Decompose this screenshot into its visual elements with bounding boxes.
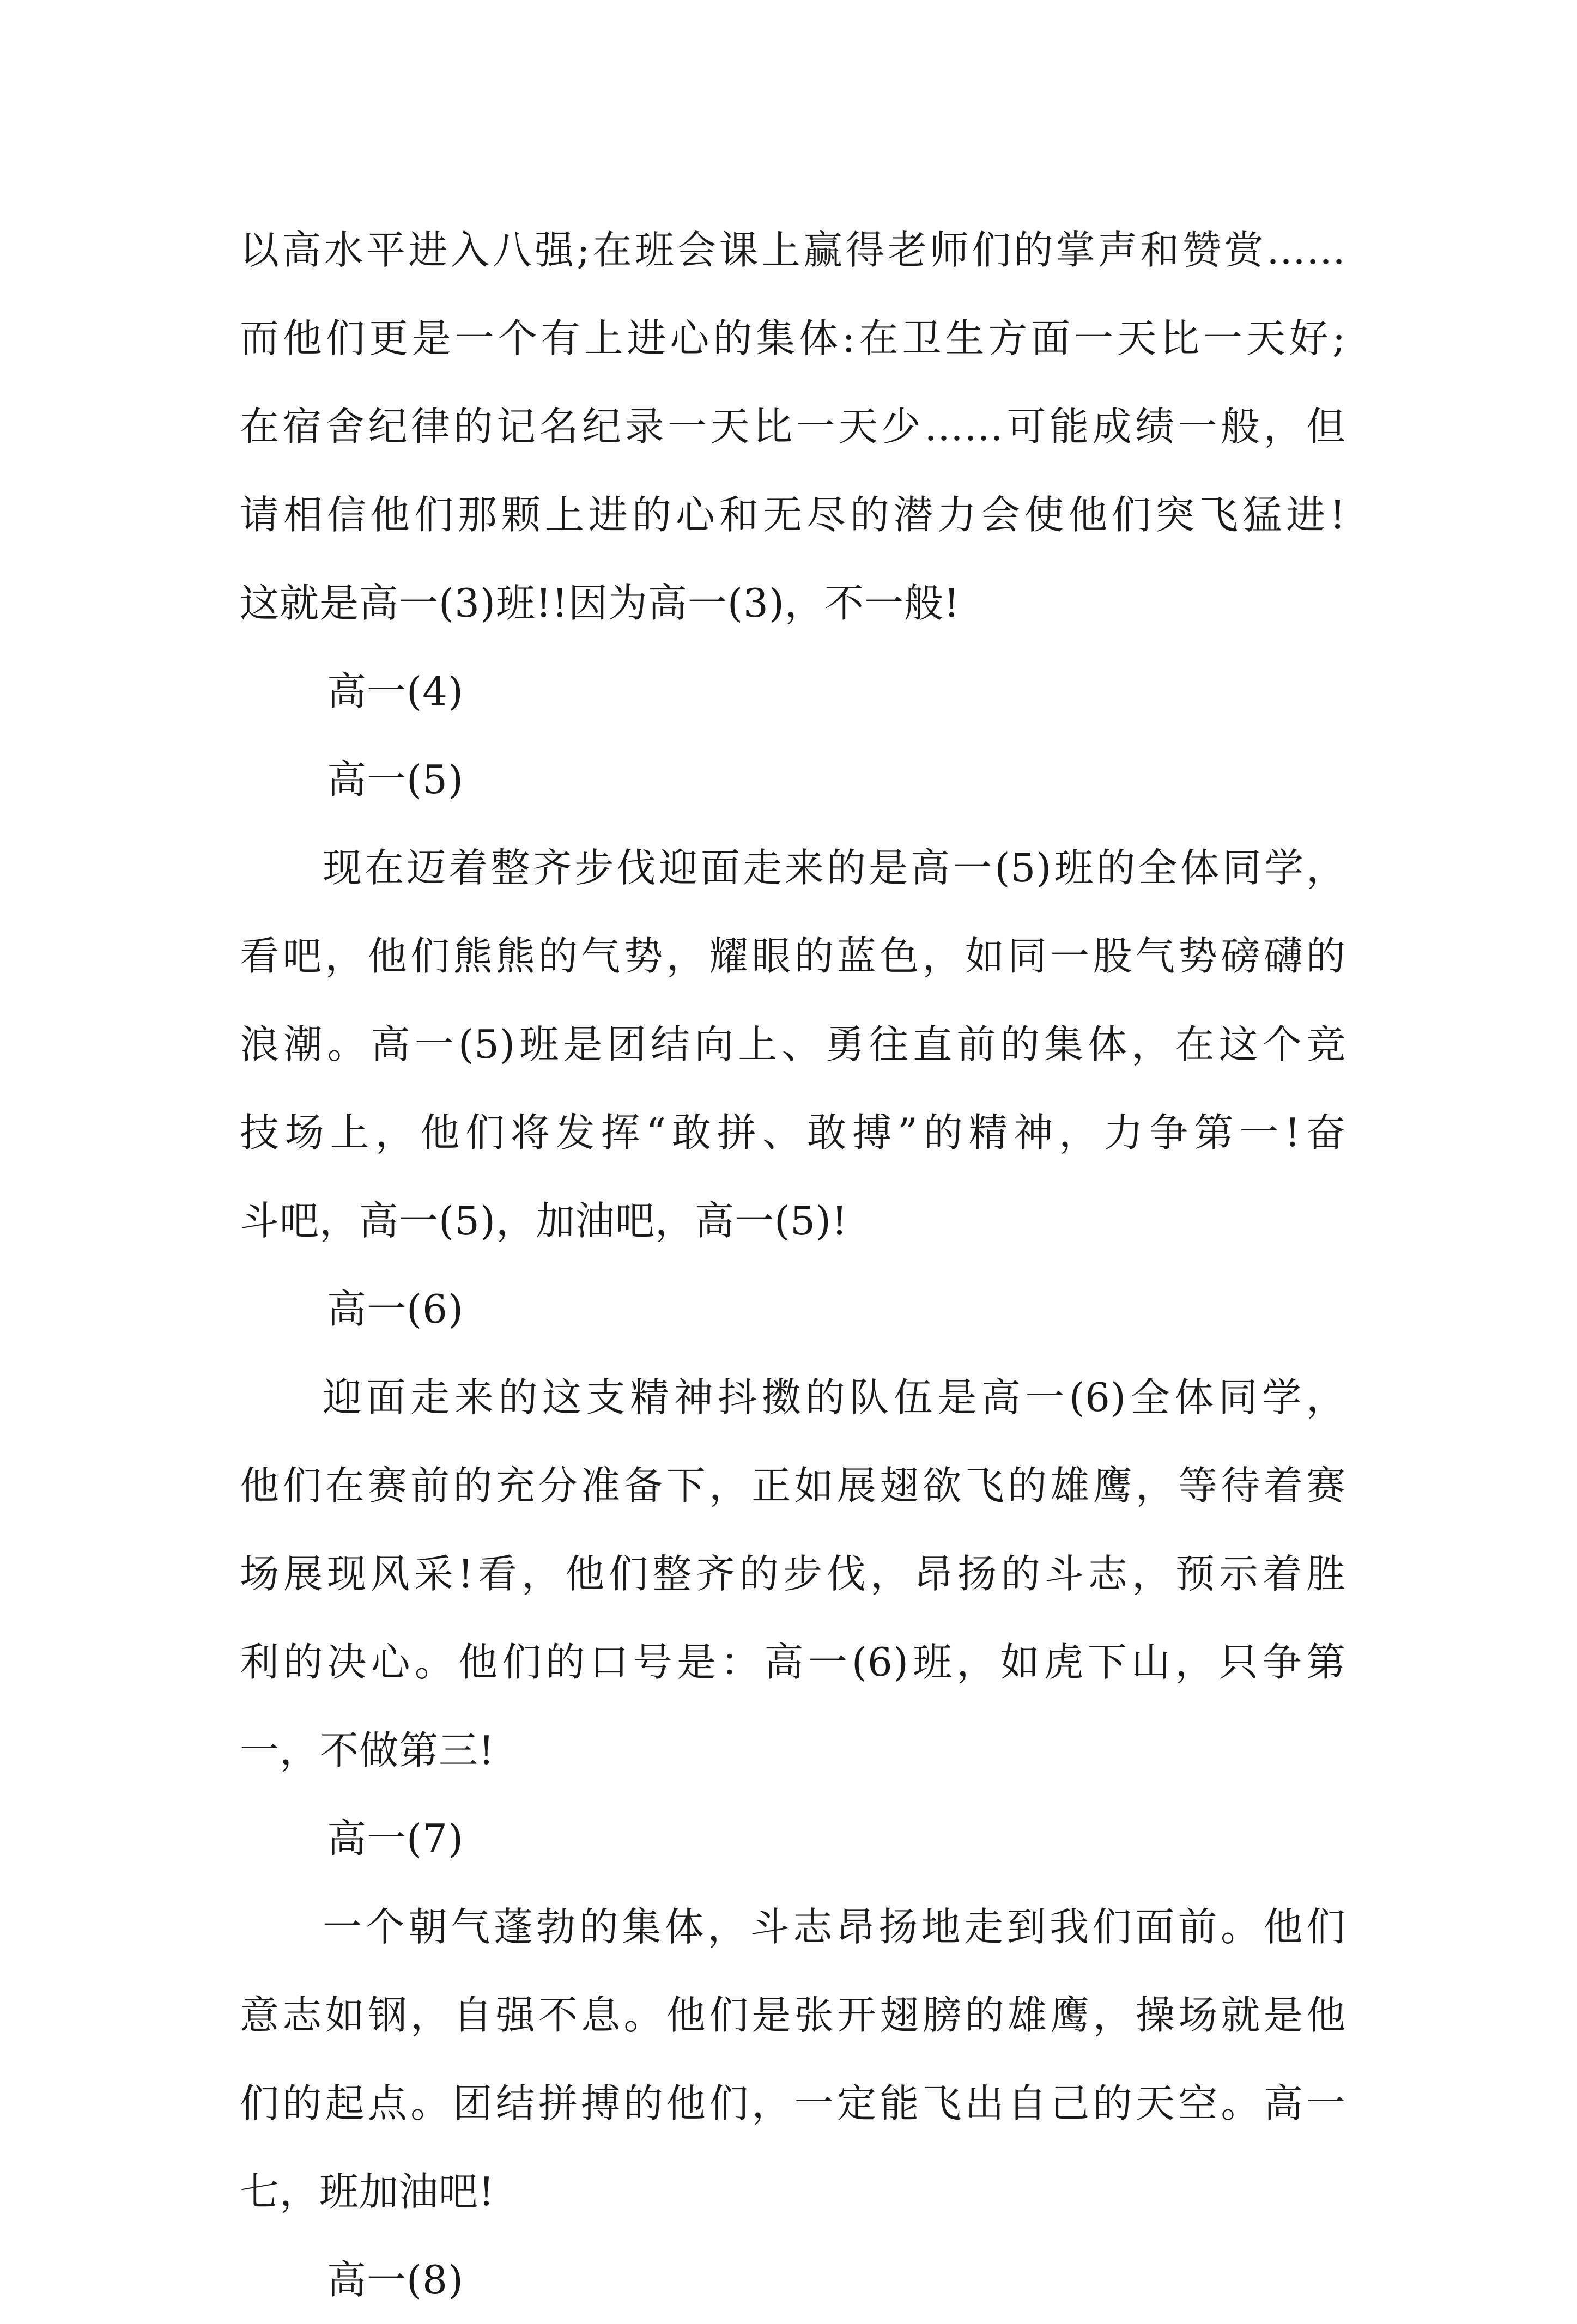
paragraph-first-line: 迎面走来的这支精神抖擞的队伍是高一(6)全体同学， xyxy=(323,1374,1346,1420)
text-line: 技场上，他们将发挥“敢拼、敢搏”的精神，力争第一!奋 xyxy=(240,1110,1346,1155)
text-line: 请相信他们那颗上进的心和无尽的潜力会使他们突飞猛进! xyxy=(240,492,1346,538)
text-line: 意志如钢，自强不息。他们是张开翅膀的雄鹰，操场就是他 xyxy=(240,1992,1346,2038)
text-line: 场展现风采!看，他们整齐的步伐，昂扬的斗志，预示着胜 xyxy=(240,1551,1346,1597)
class-heading: 高一(6) xyxy=(327,1286,464,1332)
document-page xyxy=(240,206,1346,2324)
text-line: 利的决心。他们的口号是：高一(6)班，如虎下山，只争第 xyxy=(240,1639,1346,1685)
paragraph-last-line: 斗吧，高一(5)，加油吧，高一(5)! xyxy=(240,1198,848,1244)
paragraph-first-line: 一个朝气蓬勃的集体，斗志昂扬地走到我们面前。他们 xyxy=(323,1904,1346,1950)
text-line: 在宿舍纪律的记名纪录一天比一天少……可能成绩一般，但 xyxy=(240,404,1346,449)
class-heading: 高一(5) xyxy=(327,757,464,802)
paragraph-last-line: 一，不做第三! xyxy=(240,1727,495,1773)
paragraph-last-line: 七，班加油吧! xyxy=(240,2169,495,2215)
text-line: 而他们更是一个有上进心的集体:在卫生方面一天比一天好; xyxy=(240,315,1346,361)
text-line: 他们在赛前的充分准备下，正如展翅欲飞的雄鹰，等待着赛 xyxy=(240,1463,1346,1508)
class-heading: 高一(8) xyxy=(327,2257,464,2303)
paragraph-last-line: 这就是高一(3)班!!因为高一(3)，不一般! xyxy=(240,580,960,626)
text-line: 们的起点。团结拼搏的他们，一定能飞出自己的天空。高一 xyxy=(240,2080,1346,2126)
class-heading: 高一(7) xyxy=(327,1816,464,1861)
text-line: 浪潮。高一(5)班是团结向上、勇往直前的集体，在这个竞 xyxy=(240,1021,1346,1067)
paragraph-first-line: 现在迈着整齐步伐迎面走来的是高一(5)班的全体同学， xyxy=(323,845,1346,891)
class-heading: 高一(4) xyxy=(327,668,464,714)
text-line: 以高水平进入八强;在班会课上赢得老师们的掌声和赞赏…… xyxy=(240,227,1346,273)
text-line: 看吧，他们熊熊的气势，耀眼的蓝色，如同一股气势磅礴的 xyxy=(240,933,1346,979)
